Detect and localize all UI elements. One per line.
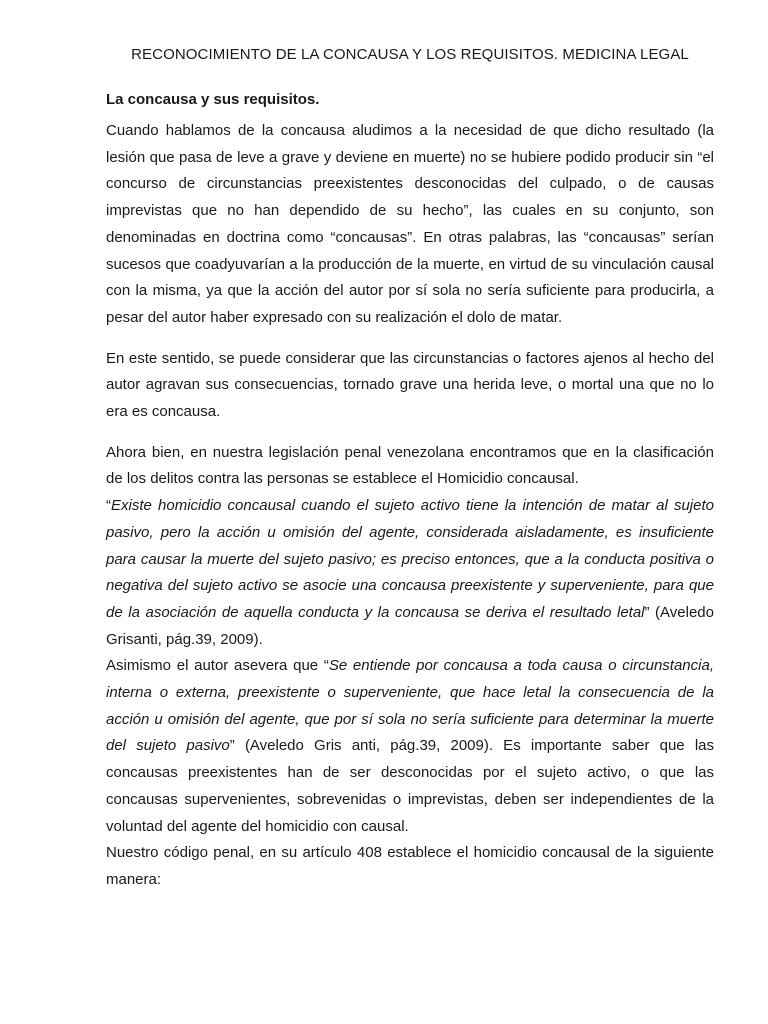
quote-text-1: Existe homicidio concausal cuando el sujeto activo tiene la intención de matar al sujeto pasivo, pero la acción u omisión del agente, considerada aisladamente, es insuficiente para causar la muerte del sujeto pasivo; es preciso entonces, que a la conducta positiva o negativa del sujeto activo se asocie una concausa preexistente y superveniente, para que de la asociación de aquella conducta y la concausa se deriva el resultado letal (106, 497, 714, 621)
paragraph-2: En este sentido, se puede considerar que las circunstancias o factores ajenos al hecho del autor agravan sus consecuencias, tornado grave una herida leve, o mortal una que no lo era es concausa. (106, 349, 714, 421)
quote-paragraph-1 (106, 493, 714, 653)
quote-citation-1: ” (Aveledo Grisanti, pág.39, 2009). (106, 603, 714, 648)
paragraph-4 (106, 653, 714, 840)
paragraph-4-rest: ” (Aveledo Gris anti, pág.39, 2009). Es importante saber que las concausas preexistentes han de ser desconocidas por el sujeto activo, o que las concausas supervenientes, sobrevenidas o imprevistas, deben ser independientes de la voluntad del agente del homicidio con causal. (106, 737, 714, 835)
paragraph-3: Ahora bien, en nuestra legislación penal venezolana encontramos que en la clasificación de los delitos contra las personas se establece el Homicidio concausal. (106, 443, 714, 488)
paragraph-5: Nuestro código penal, en su artículo 408 establece el homicidio concausal de la siguiente manera: (106, 844, 714, 888)
paragraph-4-intro: Asimismo el autor asevera que “ (106, 657, 329, 675)
paragraph-1: Cuando hablamos de la concausa aludimos a la necesidad de que dicho resultado (la lesión que pasa de leve a grave y deviene en muerte) no se hubiere podido producir sin “el concurso de circunstancias preexistentes desconocidas del culpado, o de causas imprevistas que no han dependido de su hecho”, las cuales en su conjunto, son denominadas en doctrina como “concausas”. En otras palabras, las “concausas” serían sucesos que coadyuvarían a la producción de la muerte, en virtud de su vinculación causal con la misma, ya que la acción del autor por sí sola no sería suficiente para producirla, a pesar del autor haber expresado con su realización el dolo de matar. (106, 122, 714, 326)
document-page (106, 0, 714, 894)
section-heading: La concausa y sus requisitos. (106, 91, 320, 108)
quote-open-mark: “ (106, 497, 111, 515)
document-title: RECONOCIMIENTO DE LA CONCAUSA Y LOS REQUISITOS. MEDICINA LEGAL (131, 46, 689, 63)
quote-text-2: Se entiende por concausa a toda causa o circunstancia, interna o externa, preexistente o superveniente, que hace letal la consecuencia de la acción u omisión del agente, que por sí sola no sería suficiente para determinar la muerte del sujeto pasivo (106, 657, 714, 755)
